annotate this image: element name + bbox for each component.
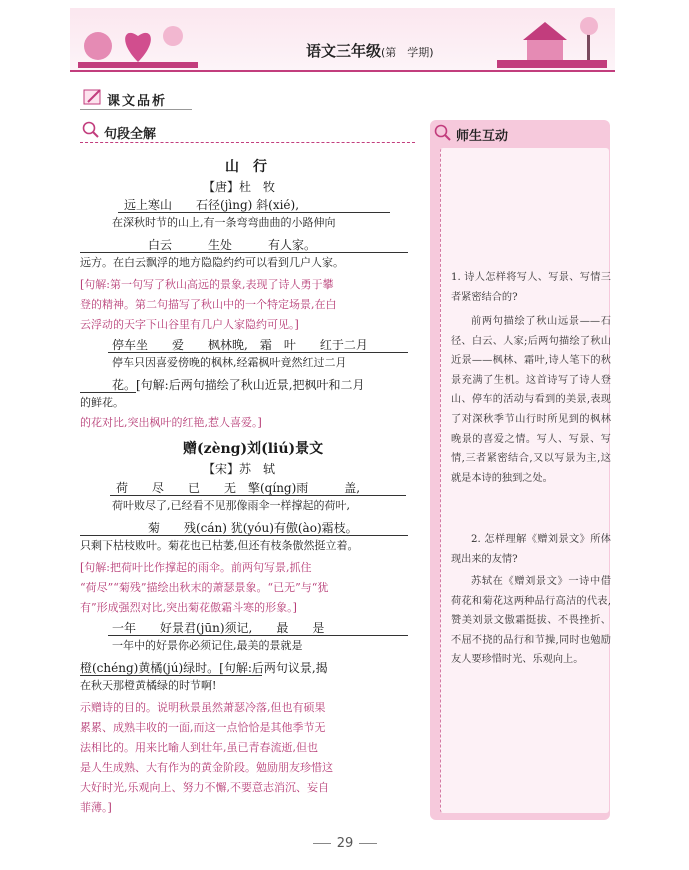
magnifier-icon	[82, 121, 100, 139]
heart-tree-decoration-icon	[78, 16, 198, 68]
verse-underline	[110, 495, 406, 496]
answer-text: 苏轼在《赠刘景文》一诗中借荷花和菊花这两种品行高洁的代表,赞美刘景文傲霜挺拔、不畏挫折、不屈不挠的品行和节操,同时也勉励友人要珍惜时光、乐观向上。	[451, 576, 611, 666]
right-column-heading: 师生互动	[456, 129, 509, 144]
section-title: 课文品析	[107, 94, 168, 109]
question-text: 1. 诗人怎样将写人、写景、写情三者紧密结合的?	[451, 272, 611, 303]
left-column-divider	[80, 142, 415, 143]
section-tag	[80, 86, 192, 110]
verse-underline	[108, 635, 408, 636]
analysis-line: 登的精神。第二句描写了秋山中的一个特定场景,在白	[80, 298, 337, 311]
poem-line: 橙(chéng)黄橘(jú)绿时。[句解:后两句议景,揭	[80, 661, 328, 675]
analysis-line: 菲薄。]	[80, 801, 112, 814]
pencil-icon	[82, 86, 104, 108]
question-text: 2. 怎样理解《赠刘景文》所体现出来的友情?	[451, 534, 611, 565]
analysis-line: 有”形成强烈对比,突出菊花傲霜斗寒的形象。]	[80, 601, 297, 614]
analysis-line: 示赠诗的目的。说明秋景虽然萧瑟冷落,但也有硕果	[80, 701, 326, 714]
translation-line: 只剩下枯枝败叶。菊花也已枯萎,但还有枝条傲然挺立着。	[80, 539, 359, 552]
poem-line: 菊 残(cán) 犹(yóu)有傲(ào)霜枝。	[112, 521, 358, 535]
verse-underline	[80, 675, 262, 676]
poem-line: 荷 尽 已 无 擎(qíng)雨 盖,	[116, 481, 361, 495]
translation-line: 的鲜花。	[80, 396, 124, 409]
poem-line: 白云 生处 有人家。	[112, 238, 317, 252]
translation-line: 在秋天那橙黄橘绿的时节啊!	[80, 679, 217, 692]
book-title: 语文三年级(第 学期)	[306, 42, 434, 60]
poem-line: 花。[句解:后两句描绘了秋山近景,把枫叶和二月	[112, 378, 365, 392]
page-header-banner	[70, 8, 615, 72]
poem-line: 远上寒山 石径(jìng) 斜(xié),	[124, 198, 300, 212]
page-number: 29	[300, 836, 390, 851]
analysis-line: “荷尽”“菊残”描绘出秋末的萧瑟景象。“已无”与“犹	[80, 581, 329, 594]
poem-line: 停车坐 爱 枫林晚, 霜 叶 红于二月	[112, 338, 368, 352]
poem-title: 赠(zèng)刘(liú)景文	[183, 441, 324, 457]
translation-line: 在深秋时节的山上,有一条弯弯曲曲的小路伸向	[112, 216, 336, 229]
analysis-line: 法相比的。用来比喻人到壮年,虽已青春流逝,但也	[80, 741, 318, 754]
verse-underline	[80, 392, 136, 393]
poem-line: 一年 好景君(jūn)须记, 最 是	[112, 621, 325, 635]
analysis-line: 的花对比,突出枫叶的红艳,惹人喜爱。]	[80, 416, 262, 429]
verse-underline	[108, 352, 408, 353]
analysis-line: 累累、成熟丰收的一面,而这一点恰恰是其他季节无	[80, 721, 326, 734]
analysis-line: 云浮动的天字下山谷里有几户人家隐约可见。]	[80, 318, 299, 331]
house-tree-decoration-icon	[497, 14, 607, 68]
analysis-line: [句解:第一句写了秋山高远的景象,表现了诗人勇于攀	[80, 278, 334, 291]
answer-text: 前两句描绘了秋山远景——石径、白云、人家;后两句描绘了秋山近景——枫林、霜叶,诗人笔下的秋景充满了生机。这首诗写了诗人登山、停车的活动与看到的美景,表现了对深秋季节山行时所见到的枫林晚景的喜爱之情。写人、写景、写情,三者紧密结合,又以写景为主,这就是本诗的独到之处。	[451, 316, 611, 484]
qa-content	[440, 148, 609, 813]
magnifier-icon	[434, 124, 452, 142]
left-column-heading: 句段全解	[104, 127, 157, 142]
analysis-line: [句解:把荷叶比作撑起的雨伞。前两句写景,抓住	[80, 561, 312, 574]
teacher-student-panel	[430, 120, 610, 820]
analysis-line: 是人生成熟、大有作为的黄金阶段。勉励朋友珍惜这	[80, 761, 333, 774]
section-divider	[80, 109, 192, 110]
poem-title: 山 行	[225, 159, 267, 175]
translation-line: 远方。在白云飘浮的地方隐隐约约可以看到几户人家。	[80, 256, 344, 269]
translation-line: 荷叶败尽了,已经看不见那像雨伞一样撑起的荷叶,	[112, 499, 350, 512]
poem-author: 【宋】苏 轼	[203, 462, 276, 476]
poem-author: 【唐】杜 牧	[203, 180, 276, 194]
verse-underline	[80, 252, 408, 253]
translation-line: 停车只因喜爱傍晚的枫林,经霜枫叶竟然红过二月	[112, 356, 347, 369]
verse-underline	[80, 535, 408, 536]
analysis-line: 大好时光,乐观向上、努力不懈,不要意志消沉、妄自	[80, 781, 329, 794]
translation-line: 一年中的好景你必须记住,最美的景就是	[112, 639, 303, 652]
verse-underline	[118, 212, 390, 213]
